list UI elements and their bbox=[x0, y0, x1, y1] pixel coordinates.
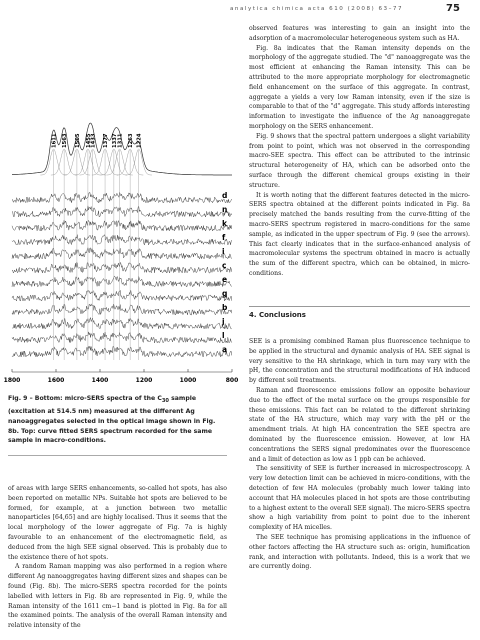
micro-spectrum-d bbox=[12, 192, 232, 203]
micro-spectrum-a bbox=[12, 346, 232, 357]
curve-label-g: g bbox=[222, 289, 228, 298]
curve-label-n: n bbox=[222, 205, 228, 214]
peak-label: 1505 bbox=[74, 133, 81, 148]
conclusions-paragraph-3: The sensitivity of SEE is further increased in microspectroscopy. A very low detection limit can be achieved in micro-conditions, with the detection of few HA molecules (probably much lower taking into account that HA molecules placed in hot spots are those contributing to a highest extent to the overall SEE signal). The micro-SERS spectra show a high variability from point to point due to the inherent complexity of HA micelles. bbox=[249, 465, 470, 532]
curve-label-b: b bbox=[222, 303, 228, 312]
left-paragraph-1: of areas with large SERS enhancements, so-called hot spots, has also been reported on metallic NPs. Suitable hot spots are believed to be formed, for example, at a junction between two metallic nanoparticles [64,65] and are highly localised. Thus it seems that the local morphology of the lower aggregate of Fig. 7a is highly favourable to an enhancement of the electromagnetic field, as deduced from the high SEE signal observed. This is probably due to the existence there of hot spots. bbox=[8, 485, 227, 561]
spectra-group bbox=[12, 123, 232, 357]
conclusions-paragraph-2: Raman and fluorescence emissions follow an opposite behaviour due to the effect of the metal surface on the groups responsible for these emissions. This fact can be related to the different shrinking state of the HA structure, which may vary with the pH or the amendment trials. At high HA concentration the SEE spectra are dominated by the fluorescence emission. However, at low HA concentrations the SERS signal predominates over the fluorescence and a limit of detection as low as 1 ppb can be achieved. bbox=[249, 386, 470, 463]
macro-spectrum bbox=[12, 123, 232, 175]
x-tick-label: 1800 bbox=[3, 377, 21, 384]
caption-separator bbox=[8, 455, 227, 456]
micro-spectrum-n bbox=[12, 206, 232, 217]
caption-label: Fig. 9 – Bottom: micro-SERS spectra of the C bbox=[8, 395, 162, 402]
conclusions-heading: 4. Conclusions bbox=[249, 311, 306, 319]
curve-label-i: i bbox=[222, 247, 225, 256]
caption-sub: 30 bbox=[161, 398, 169, 405]
right-paragraph-2: Fig. 8a indicates that the Raman intensity depends on the morphology of the aggregate studied. The "d" nanoaggregate was the most efficient at enhancing the Raman intensity. This can be attributed to the more appropriate morphology for electromagnetic field enhancement on the surface of this aggregate. In contrast, aggregate a yields a very low Raman intensity, even if the size is comparable to that of the "d" aggregate. This study affords interesting information to investigate the influence of the Ag nanoaggregate morphology on the SERS enhancement. bbox=[249, 44, 470, 130]
curve-label-c: c bbox=[222, 261, 227, 270]
right-paragraph-4: It is worth noting that the different features detected in the micro-SERS spectra obtained at the different points indicated in Fig. 8a precisely matched the bands resulting from the curve-fitting of the macro-SERS spectrum registered in macro-conditions for the same sample, as indicated in the upper spectrum of Fig. 9 (see the arrows). This fact clearly indicates that in the surface-enhanced analysis of macromolecular systems the spectrum obtained in macro is actually the sum of the different spectra, which can be obtained, in micro-conditions. bbox=[249, 191, 470, 277]
peak-label: 1337 bbox=[111, 133, 118, 148]
page-number: 75 bbox=[446, 3, 460, 14]
x-axis-ticks bbox=[4, 369, 239, 384]
micro-spectrum-l bbox=[12, 332, 232, 343]
peak-label: 1563 bbox=[62, 133, 69, 148]
peak-label: 1455 bbox=[85, 133, 92, 148]
curve-label-d: d bbox=[222, 191, 228, 200]
curve-labels bbox=[221, 191, 228, 354]
peak-label: 1263 bbox=[128, 133, 135, 148]
curve-label-e: e bbox=[222, 275, 228, 284]
section-rule bbox=[249, 306, 470, 307]
right-paragraph-1: observed features was interesting to gain an insight into the adsorption of a macromolecular heterogeneous system such as HA. bbox=[249, 25, 470, 42]
x-tick-label: 1600 bbox=[47, 377, 65, 384]
x-tick-label: 1400 bbox=[91, 377, 109, 384]
running-head: analytica chimica acta 610 (2008) 63–77 bbox=[230, 6, 404, 12]
conclusions-text bbox=[249, 337, 470, 572]
micro-spectrum-e bbox=[12, 276, 232, 287]
caption-rest: sample (excitation at 514.5 nm) measured at the different Ag nanoaggregates selected in the optical image shown in Fig. 8b. Top: curve fitted SERS spectrum recorded for the same sample in macro-conditions. bbox=[8, 395, 216, 445]
micro-spectrum-k bbox=[12, 220, 232, 231]
micro-spectrum-b bbox=[12, 304, 232, 315]
curve-label-k: k bbox=[222, 219, 227, 228]
left-paragraph-2: A random Raman mapping was also performed in a region where different Ag nanoaggregates having different sizes and shapes can be found (Fig. 8b). The micro-SERS spectra recorded for the points labelled with letters in Fig. 8b are represented in Fig. 9, while the Raman intensity of the 1611 cm−1 band is plotted in Fig. 8a for all the examined points. The analysis of the overall Raman intensity and relative intensity of the bbox=[8, 563, 227, 630]
peak-label: 1224 bbox=[136, 133, 143, 148]
x-tick-label: 800 bbox=[225, 377, 239, 384]
left-column-text bbox=[8, 484, 227, 631]
peak-label: 1611 bbox=[51, 133, 58, 148]
curve-label-l: l bbox=[222, 331, 225, 340]
conclusions-paragraph-4: The SEE technique has promising applications in the influence of other factors affecting the HA structure such as: origin, humification rank, and interaction with pollutants. Indeed, this is a work that we are currently doing. bbox=[249, 533, 470, 571]
peak-label: 1377 bbox=[103, 133, 110, 148]
peak-labels bbox=[52, 133, 143, 360]
micro-spectrum-f bbox=[12, 235, 232, 245]
figure-caption bbox=[8, 394, 227, 446]
micro-spectrum-i bbox=[12, 248, 232, 259]
curve-label-j: j bbox=[222, 317, 225, 326]
curve-label-f: f bbox=[222, 233, 226, 242]
x-tick-label: 1000 bbox=[179, 377, 197, 384]
micro-spectrum-g bbox=[12, 290, 232, 301]
peak-label: 1433 bbox=[90, 133, 97, 148]
micro-spectrum-j bbox=[12, 318, 232, 329]
right-paragraph-3: Fig. 9 shows that the spectral pattern undergoes a slight variability from point to point, which was not observed in the corresponding macro-SEE spectra. This effect can be attributed to the intrinsic structural heterogeneity of HA, which can be adsorbed onto the surface through the different chemical groups existing in their structure. bbox=[249, 132, 470, 189]
curve-label-a: a bbox=[222, 345, 228, 354]
conclusions-paragraph-1: SEE is a promising combined Raman plus fluorescence technique to be applied in the structural and dynamic analysis of HA. SEE signal is very sensitive to the HA shrinkage, which in turn may vary with the pH, the concentration and the structural modifications of HA induced by different soil treatments. bbox=[249, 338, 470, 385]
micro-spectrum-c bbox=[12, 262, 232, 273]
right-column-text bbox=[249, 24, 470, 279]
figure-9-spectra bbox=[0, 0, 240, 390]
x-tick-label: 1200 bbox=[135, 377, 153, 384]
peak-label: 1311 bbox=[117, 133, 124, 148]
